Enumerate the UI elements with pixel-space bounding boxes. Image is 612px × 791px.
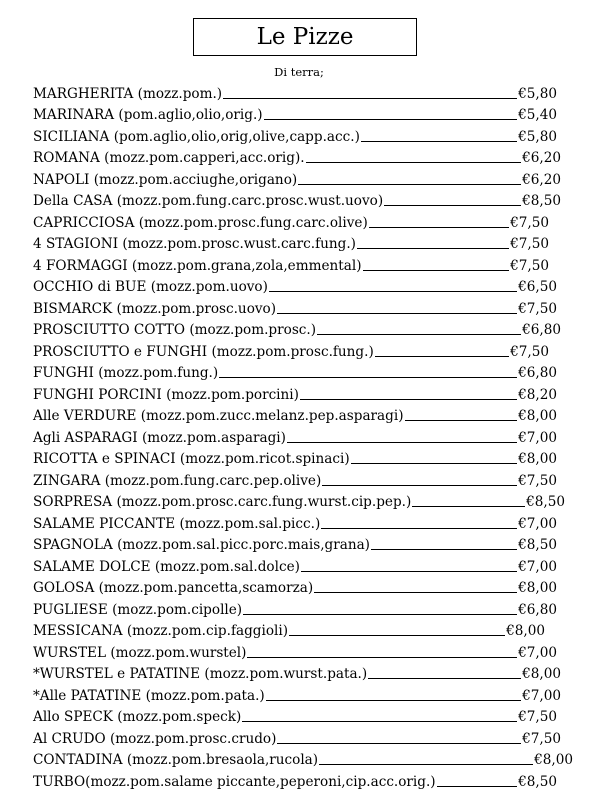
menu-item-price: €8,50 <box>518 773 557 790</box>
menu-item-price: €8,50 <box>526 494 565 510</box>
menu-item <box>33 403 573 425</box>
menu-item <box>33 274 573 296</box>
menu-item <box>33 575 573 597</box>
leader-line <box>319 764 533 765</box>
menu-item <box>33 553 573 575</box>
menu-item <box>33 317 573 339</box>
leader-line <box>289 635 505 636</box>
menu-item-price: €8,50 <box>522 193 561 209</box>
menu-item <box>33 252 573 274</box>
leader-line <box>266 700 521 701</box>
menu-item <box>33 510 573 532</box>
menu-item <box>33 80 573 102</box>
menu-item-description: ROMANA (mozz.pom.capperi,acc.orig). <box>33 150 305 166</box>
menu-item <box>33 682 573 704</box>
menu-item-price: €7,50 <box>522 730 561 747</box>
menu-item-price: €7,50 <box>510 343 549 360</box>
menu-item-price: €8,00 <box>534 752 573 768</box>
leader-line <box>247 657 517 658</box>
leader-line <box>405 420 518 421</box>
leader-line <box>264 119 518 120</box>
menu-item-price: €8,00 <box>522 666 561 682</box>
menu-item-description: PROSCIUTTO e FUNGHI (mozz.pom.prosc.fung.) <box>33 343 374 360</box>
leader-line <box>300 399 517 400</box>
leader-line <box>371 549 517 550</box>
leader-line <box>298 184 521 185</box>
leader-line <box>223 98 517 99</box>
menu-item <box>33 145 573 167</box>
leader-line <box>368 678 521 679</box>
menu-item <box>33 768 573 790</box>
menu-item-description: GOLOSA (mozz.pom.pancetta,scamorza) <box>33 580 314 596</box>
menu-item <box>33 618 573 640</box>
menu-item <box>33 102 573 124</box>
menu-item-description: 4 FORMAGGI (mozz.pom.grana,zola,emmental) <box>33 257 362 274</box>
menu-item-price: €7,00 <box>518 558 557 575</box>
menu-title-box <box>193 18 417 56</box>
menu-item-description: CAPRICCIOSA (mozz.pom.prosc.fung.carc.olive) <box>33 214 368 231</box>
menu-item <box>33 596 573 618</box>
leader-line <box>269 291 517 292</box>
menu-item <box>33 704 573 726</box>
leader-line <box>363 270 510 271</box>
menu-item-description: SORPRESA (mozz.pom.prosc.carc.fung.wurst.cip.pep.) <box>33 494 412 510</box>
menu-item <box>33 467 573 489</box>
leader-line <box>369 227 509 228</box>
leader-line <box>314 592 517 593</box>
menu-item-description: RICOTTA e SPINACI (mozz.pom.ricot.spinaci) <box>33 451 350 467</box>
menu-item-description: WURSTEL (mozz.pom.wurstel) <box>33 644 247 661</box>
menu-item-description: Agli ASPARAGI (mozz.pom.asparagi) <box>33 429 286 446</box>
menu-item <box>33 446 573 468</box>
menu-item-description: Alle VERDURE (mozz.pom.zucc.melanz.pep.asparagi) <box>33 408 404 424</box>
menu-item-description: Al CRUDO (mozz.pom.prosc.crudo) <box>33 730 277 747</box>
leader-line <box>412 506 525 507</box>
menu-item-price: €8,00 <box>518 451 557 467</box>
menu-item-price: €7,00 <box>518 644 557 661</box>
menu-item-price: €5,80 <box>518 128 557 145</box>
menu-item <box>33 747 573 769</box>
leader-line <box>375 356 509 357</box>
menu-item <box>33 661 573 683</box>
menu-item-description: FUNGHI (mozz.pom.fung.) <box>33 365 219 381</box>
menu-item-description: MARINARA (pom.aglio,olio,orig.) <box>33 107 263 123</box>
menu-item <box>33 532 573 554</box>
menu-item-price: €7,50 <box>518 709 557 725</box>
menu-item-price: €7,50 <box>510 236 549 252</box>
leader-line <box>351 463 517 464</box>
menu-item-description: PROSCIUTTO COTTO (mozz.pom.prosc.) <box>33 322 317 338</box>
leader-line <box>437 786 517 787</box>
menu-item <box>33 295 573 317</box>
menu-item-description: SALAME PICCANTE (mozz.pom.sal.picc.) <box>33 515 321 532</box>
menu-item <box>33 209 573 231</box>
menu-item-description: Della CASA (mozz.pom.fung.carc.prosc.wust.uovo) <box>33 193 384 209</box>
menu-item <box>33 489 573 511</box>
menu-item-description: SALAME DOLCE (mozz.pom.sal.dolce) <box>33 558 300 575</box>
menu-item <box>33 360 573 382</box>
leader-line <box>306 162 521 163</box>
leader-line <box>321 528 517 529</box>
menu-item-price: €7,50 <box>518 472 557 489</box>
menu-item-price: €7,50 <box>510 257 549 274</box>
menu-item-description: *WURSTEL e PATATINE (mozz.pom.wurst.pata.) <box>33 666 368 682</box>
menu-item-price: €6,50 <box>518 279 557 295</box>
leader-line <box>301 571 517 572</box>
menu-item-description: SPAGNOLA (mozz.pom.sal.picc.porc.mais,grana) <box>33 537 370 553</box>
menu-item-price: €7,00 <box>518 515 557 532</box>
menu-item-price: €5,80 <box>518 85 557 102</box>
menu-item-description: TURBO(mozz.pom.salame piccante,peperoni,cip.acc.orig.) <box>33 773 436 790</box>
leader-line <box>322 485 517 486</box>
menu-item-description: BISMARCK (mozz.pom.prosc.uovo) <box>33 300 277 317</box>
menu-item <box>33 639 573 661</box>
menu-item-description: FUNGHI PORCINI (mozz.pom.porcini) <box>33 386 299 403</box>
leader-line <box>277 743 521 744</box>
menu-item <box>33 188 573 210</box>
menu-item <box>33 424 573 446</box>
leader-line <box>287 442 517 443</box>
menu-item-description: MARGHERITA (mozz.pom.) <box>33 85 223 102</box>
menu-item-description: Allo SPECK (mozz.pom.speck) <box>33 709 242 725</box>
menu-item-description: ZINGARA (mozz.pom.fung.carc.pep.olive) <box>33 472 322 489</box>
menu-item-price: €7,50 <box>518 300 557 317</box>
leader-line <box>357 248 509 249</box>
menu-item <box>33 338 573 360</box>
page-title: Le Pizze <box>256 24 354 50</box>
menu-item-description: 4 STAGIONI (mozz.pom.prosc.wust.carc.fung.) <box>33 236 356 252</box>
menu-item <box>33 381 573 403</box>
menu-item-price: €6,80 <box>518 365 557 381</box>
menu-item-description: NAPOLI (mozz.pom.acciughe,origano) <box>33 171 298 188</box>
menu-item-price: €8,00 <box>518 408 557 424</box>
menu-item-price: €6,20 <box>522 150 561 166</box>
leader-line <box>361 141 517 142</box>
section-subtitle: Di terra; <box>274 65 324 79</box>
leader-line <box>242 721 517 722</box>
menu-item-price: €8,50 <box>518 537 557 553</box>
menu-item <box>33 725 573 747</box>
leader-line <box>243 614 517 615</box>
menu-item-price: €5,40 <box>518 107 557 123</box>
menu-item-description: PUGLIESE (mozz.pom.cipolle) <box>33 601 243 618</box>
menu-item-description: SICILIANA (pom.aglio,olio,orig,olive,capp.acc.) <box>33 128 360 145</box>
menu-item-price: €7,00 <box>518 429 557 446</box>
leader-line <box>277 313 517 314</box>
leader-line <box>317 334 521 335</box>
menu-item-price: €8,00 <box>506 623 545 639</box>
menu-item-price: €7,50 <box>510 214 549 231</box>
menu-item <box>33 166 573 188</box>
leader-line <box>219 377 517 378</box>
menu-item-description: CONTADINA (mozz.pom.bresaola,rucola) <box>33 752 319 768</box>
leader-line <box>384 205 521 206</box>
menu-item-description: MESSICANA (mozz.pom.cip.faggioli) <box>33 623 289 639</box>
menu-item-price: €8,20 <box>518 386 557 403</box>
menu-item-price: €6,80 <box>518 601 557 618</box>
menu-item-price: €7,00 <box>522 687 561 704</box>
menu-item <box>33 231 573 253</box>
menu-item-price: €6,20 <box>522 171 561 188</box>
menu-item-description: *Alle PATATINE (mozz.pom.pata.) <box>33 687 265 704</box>
menu-item-description: OCCHIO di BUE (mozz.pom.uovo) <box>33 279 268 295</box>
menu-item-price: €6,80 <box>522 322 561 338</box>
menu-item <box>33 123 573 145</box>
menu-item-price: €8,00 <box>518 580 557 596</box>
pizza-menu-list <box>33 80 573 790</box>
